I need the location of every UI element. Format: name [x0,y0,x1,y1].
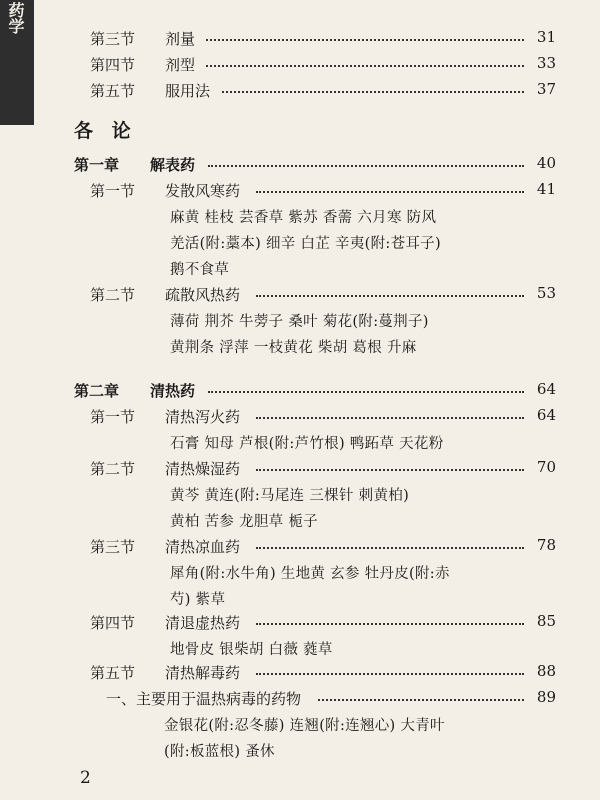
page-ref: 85 [536,612,556,630]
section-number: 第四节 [90,56,136,74]
page-ref: 31 [536,28,556,46]
section-title: 清退虚热药 [165,614,241,632]
herb-list-line: 麻黄 桂枝 芸香草 紫苏 香薷 六月寒 防风 [170,210,437,226]
leader-dots [256,295,524,297]
toc-row-section[interactable] [0,284,600,308]
toc-row-section[interactable] [0,80,600,104]
herb-list-line: 地骨皮 银柴胡 白薇 蕤草 [170,642,333,658]
herb-list-line: 黄柏 苦参 龙胆草 栀子 [170,514,318,530]
toc-row-section[interactable] [0,458,600,482]
toc-row-section[interactable] [0,406,600,430]
section-title: 发散风寒药 [165,182,241,200]
page-ref: 70 [536,458,556,476]
page-ref: 78 [536,536,556,554]
chapter-title: 清热药 [150,382,196,400]
subsection-title: 一、主要用于温热病毒的药物 [106,690,302,708]
section-number: 第一节 [90,182,136,200]
section-title: 剂量 [165,30,196,48]
leader-dots [256,191,524,193]
toc-row-section[interactable] [0,180,600,204]
leader-dots [206,65,524,67]
leader-dots [206,39,524,41]
herb-list-line: 犀角(附:水牛角) 生地黄 玄参 牡丹皮(附:赤 [170,566,450,582]
spine-label: 药学 [6,2,25,34]
toc-row-section[interactable] [0,536,600,560]
toc-row-section[interactable] [0,54,600,78]
herb-list-line: 黄荆条 浮萍 一枝黄花 柴胡 葛根 升麻 [170,340,417,356]
section-title: 清热泻火药 [165,408,241,426]
herb-list-line: 石膏 知母 芦根(附:芦竹根) 鸭跖草 天花粉 [170,436,444,452]
toc-row-section[interactable] [0,612,600,636]
page-ref: 89 [536,688,556,706]
section-title: 疏散风热药 [165,286,241,304]
chapter-number: 第一章 [74,156,120,174]
toc-row-section[interactable] [0,662,600,686]
section-title: 服用法 [165,82,211,100]
page-ref: 64 [536,380,556,398]
leader-dots [256,673,524,675]
section-title: 清热解毒药 [165,664,241,682]
section-number: 第二节 [90,286,136,304]
herb-list-line: 芍) 紫草 [170,592,226,608]
section-number: 第五节 [90,82,136,100]
leader-dots [222,91,524,93]
section-number: 第四节 [90,614,136,632]
chapter-number: 第二章 [74,382,120,400]
chapter-title: 解表药 [150,156,196,174]
herb-list-line: 羌活(附:藁本) 细辛 白芷 辛夷(附:苍耳子) [170,236,441,252]
page-ref: 53 [536,284,556,302]
herb-list-line: 鹅不食草 [170,262,230,278]
herb-list-line: 薄荷 荆芥 牛蒡子 桑叶 菊花(附:蔓荆子) [170,314,429,330]
section-number: 第三节 [90,538,136,556]
leader-dots [256,469,524,471]
leader-dots [256,623,524,625]
toc-row-chapter[interactable] [0,380,600,404]
toc-row-section[interactable] [0,28,600,52]
toc-row-subsection[interactable] [0,688,600,712]
section-number: 第五节 [90,664,136,682]
page-ref: 41 [536,180,556,198]
leader-dots [208,391,524,393]
part-title: 各 论 [74,120,137,142]
leader-dots [256,417,524,419]
leader-dots [318,699,524,701]
page-ref: 37 [536,80,556,98]
section-number: 第一节 [90,408,136,426]
section-number: 第二节 [90,460,136,478]
page-ref: 33 [536,54,556,72]
section-title: 清热燥湿药 [165,460,241,478]
herb-list-line: 金银花(附:忍冬藤) 连翘(附:连翘心) 大青叶 [164,718,445,734]
page-number: 2 [80,768,91,788]
section-number: 第三节 [90,30,136,48]
herb-list-line: 黄芩 黄连(附:马尾连 三棵针 刺黄柏) [170,488,410,504]
leader-dots [208,165,524,167]
section-title: 清热凉血药 [165,538,241,556]
leader-dots [256,547,524,549]
toc-row-chapter[interactable] [0,154,600,178]
section-title: 剂型 [165,56,196,74]
page-ref: 64 [536,406,556,424]
page-ref: 40 [536,154,556,172]
herb-list-line: (附:板蓝根) 蚤休 [164,744,275,760]
page-ref: 88 [536,662,556,680]
